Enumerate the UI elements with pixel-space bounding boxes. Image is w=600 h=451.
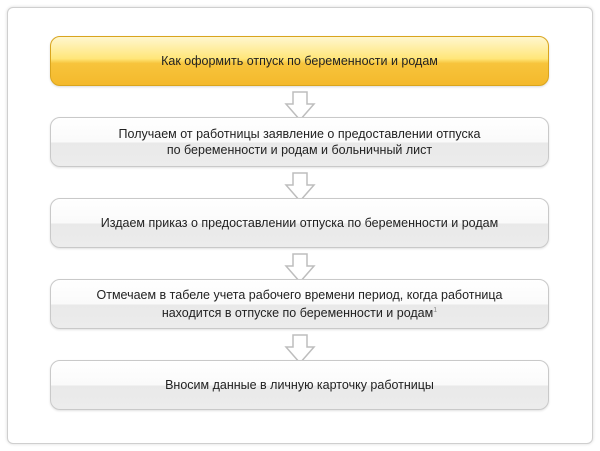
step-text-line1: Отмечаем в табеле учета рабочего времени период, когда работница (96, 287, 503, 302)
step-text-line2: по беременности и родам и больничный лист (166, 143, 433, 157)
step-text-line1: Получаем от работницы заявление о предоставлении отпуска (118, 127, 481, 141)
step-text-line2: находится в отпуске по беременности и родам (161, 306, 434, 321)
step-text: Издаем приказ о предоставлении отпуска по беременности и родам (100, 216, 499, 230)
step-box-application (50, 117, 549, 167)
step-text: Вносим данные в личную карточку работницы (165, 378, 434, 392)
step-box-title (50, 36, 549, 86)
step-text: Как оформить отпуск по беременности и родам (161, 54, 438, 68)
step-box-timesheet (50, 279, 549, 329)
step-box-personal-card (50, 360, 549, 410)
step-box-order (50, 198, 549, 248)
footnote-marker: 1 (433, 306, 438, 314)
